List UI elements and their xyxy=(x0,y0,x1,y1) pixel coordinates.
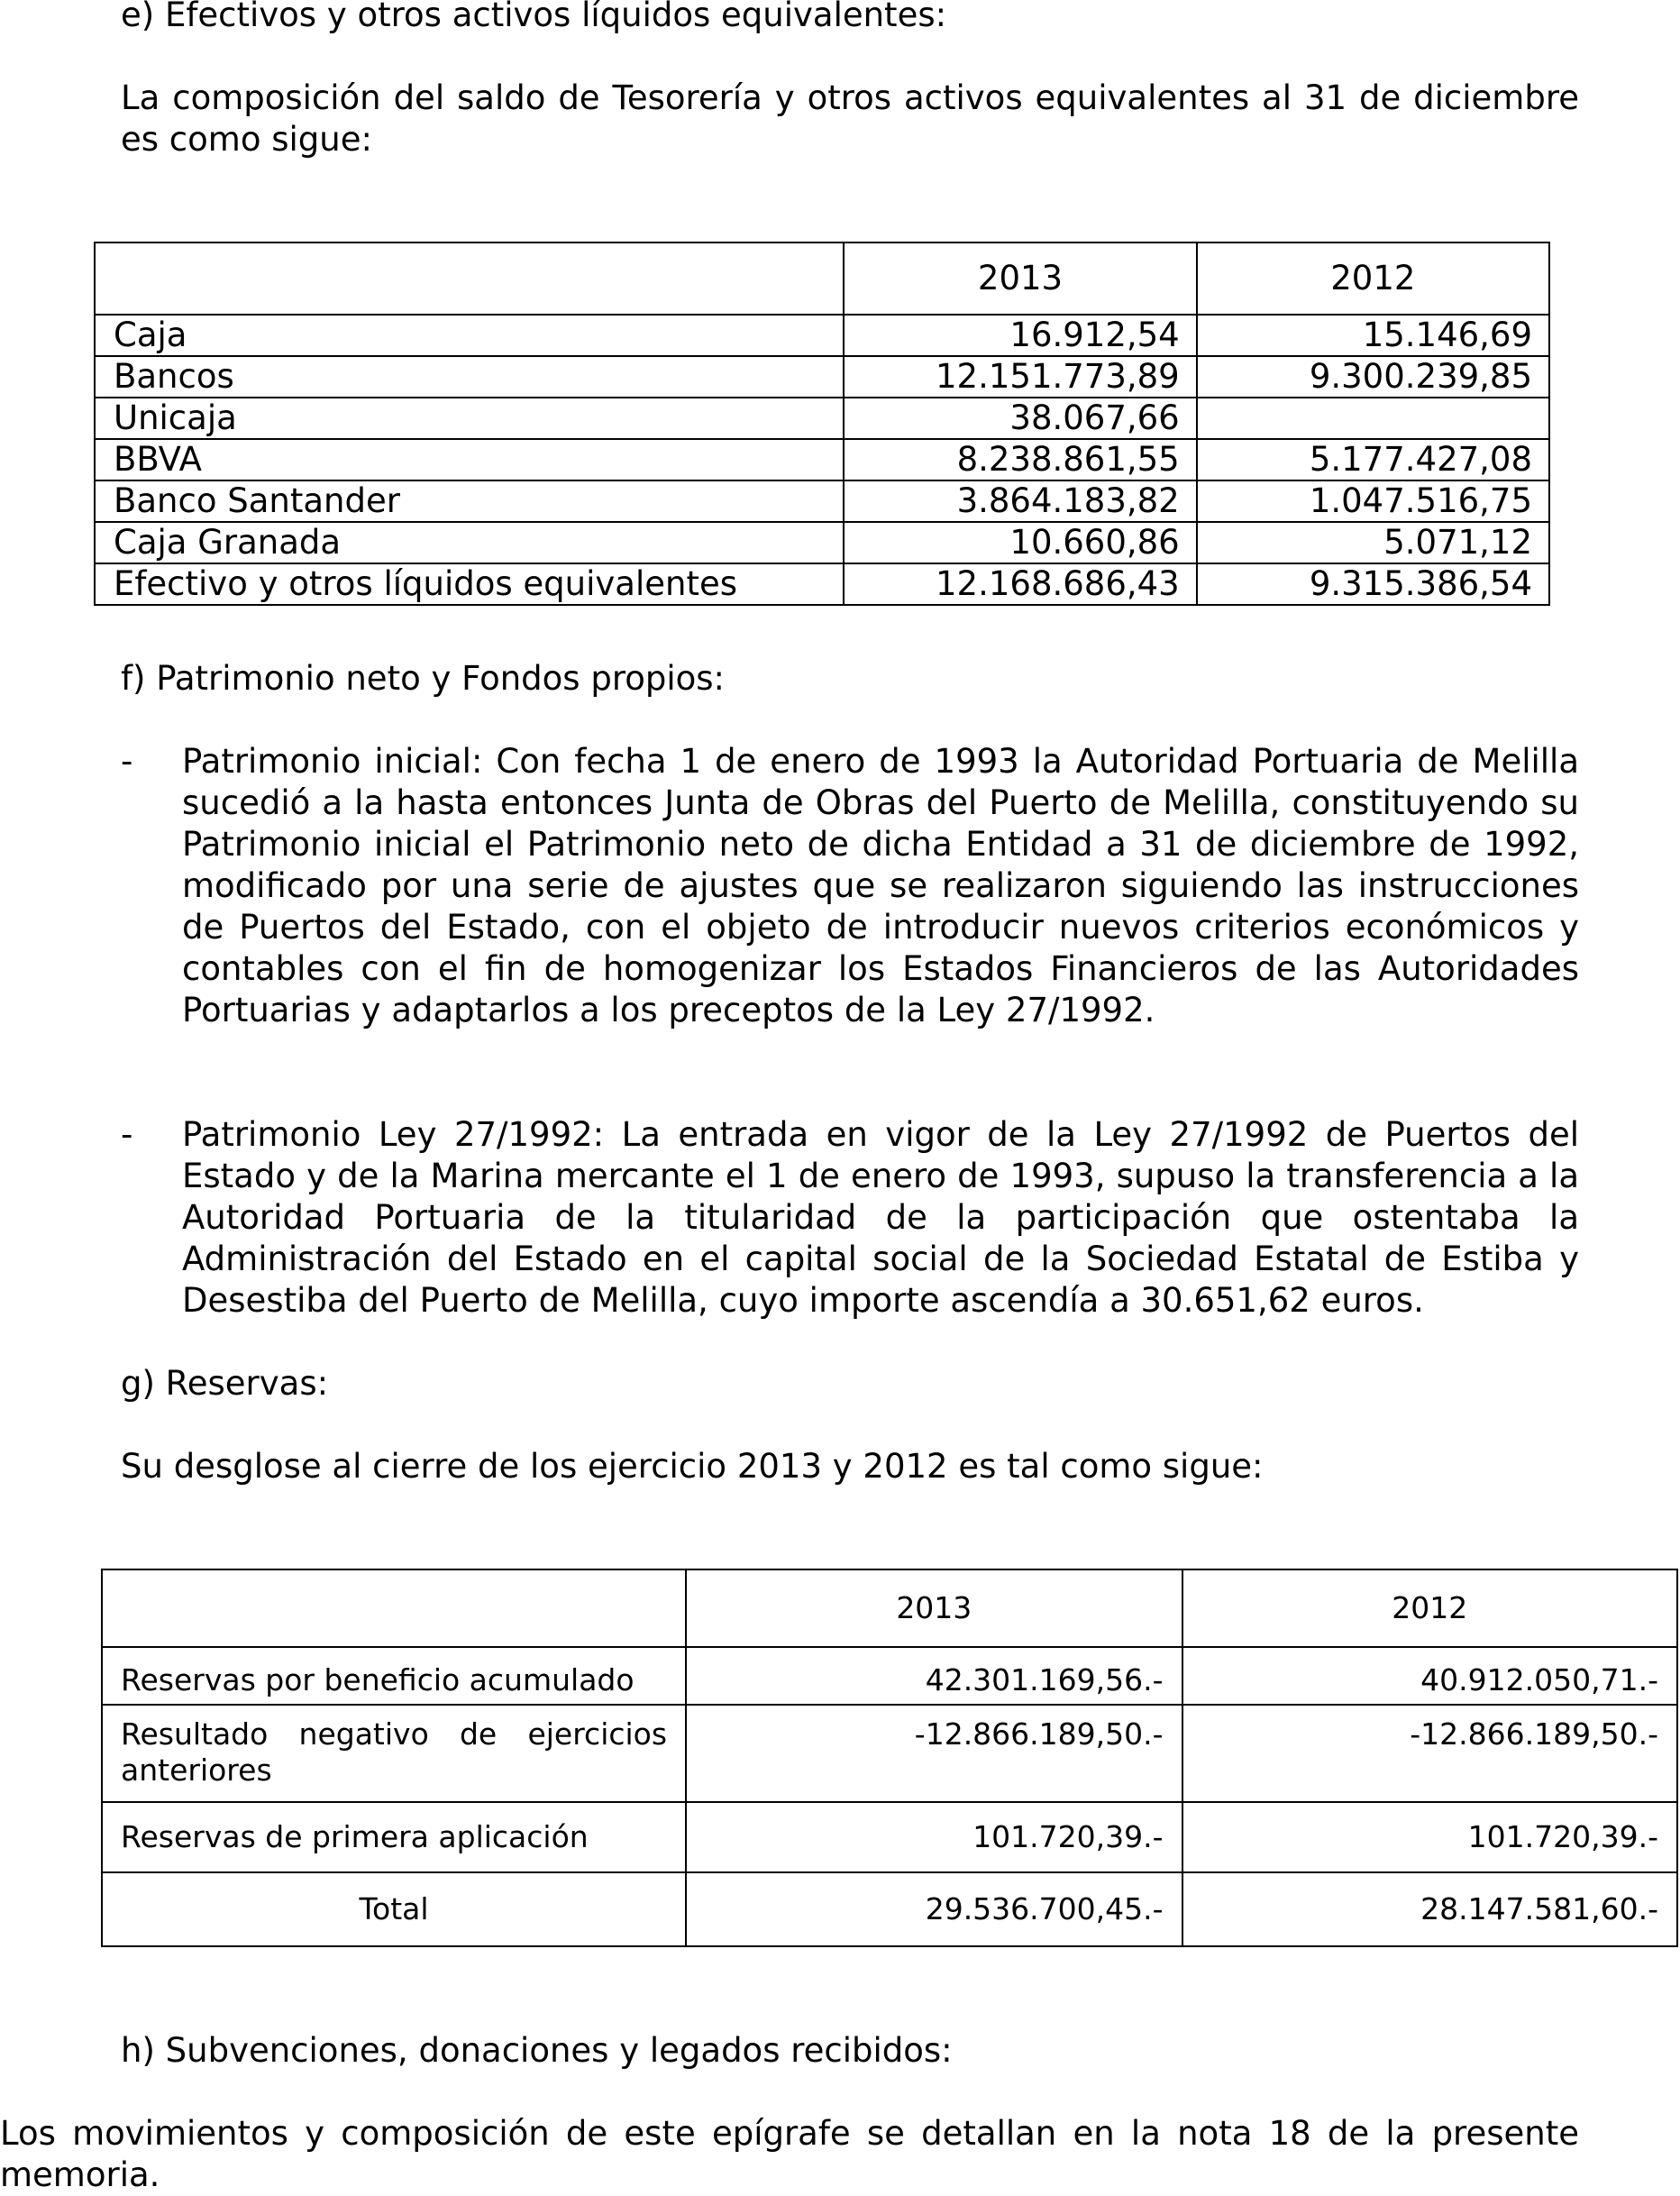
cash-row-label: Caja Granada xyxy=(95,522,844,563)
bullet-marker: - xyxy=(121,1115,133,1154)
table-row xyxy=(95,398,1549,439)
cash-row-2013: 16.912,54 xyxy=(844,315,1196,356)
intro-section-e: La composición del saldo de Tesorería y otros activos equivalentes al 31 de diciembre es como sigue: xyxy=(121,78,1579,159)
reserves-total-2012: 28.147.581,60.- xyxy=(1182,1872,1677,1946)
reserves-row-2013: 101.720,39.- xyxy=(686,1802,1182,1872)
reserves-total-2013: 29.536.700,45.- xyxy=(686,1872,1182,1946)
bullet-marker: - xyxy=(121,742,133,781)
reserves-row-label: Reservas por beneficio acumulado xyxy=(102,1647,686,1705)
reserves-table-header-row xyxy=(102,1569,1677,1647)
list-item: Patrimonio Ley 27/1992: La entrada en vigor de la Ley 27/1992 de Puertos del Estado y de la Marina mercante el 1 de enero de 1993, supuso la transferencia a la Autoridad Portuaria de la titularidad de la participación que ostentaba la Administración del Estado en el capital social de la Sociedad Estatal de Estiba y Desestiba del Puerto de Melilla, cuyo importe ascendía a 30.651,62 euros. xyxy=(182,1115,1579,1320)
reserves-row-2012: 101.720,39.- xyxy=(1182,1802,1677,1872)
intro-section-g: Su desglose al cierre de los ejercicio 2013 y 2012 es tal como sigue: xyxy=(121,1447,1264,1486)
cash-row-2013: 10.660,86 xyxy=(844,522,1196,563)
reserves-row-2012: -12.866.189,50.- xyxy=(1182,1705,1677,1802)
table-row xyxy=(95,563,1549,605)
table-row xyxy=(95,480,1549,522)
cash-row-label: Unicaja xyxy=(95,398,844,439)
cash-row-2013: 8.238.861,55 xyxy=(844,439,1196,480)
cash-row-2013: 38.067,66 xyxy=(844,398,1196,439)
heading-section-e: e) Efectivos y otros activos líquidos equivalentes: xyxy=(121,0,947,34)
cash-row-2012: 1.047.516,75 xyxy=(1197,480,1549,522)
reserves-total-row xyxy=(102,1872,1677,1946)
cash-row-2012: 15.146,69 xyxy=(1197,315,1549,356)
cash-row-2012 xyxy=(1197,398,1549,439)
cash-table-header-2013: 2013 xyxy=(844,242,1196,315)
cash-row-2012: 9.315.386,54 xyxy=(1197,563,1549,605)
reserves-row-2013: 42.301.169,56.- xyxy=(686,1647,1182,1705)
table-row xyxy=(102,1705,1677,1802)
cash-row-label: Bancos xyxy=(95,356,844,398)
reserves-table-header-label xyxy=(102,1569,686,1647)
cash-row-label: Banco Santander xyxy=(95,480,844,522)
reserves-table xyxy=(101,1569,1678,1947)
table-row xyxy=(102,1647,1677,1705)
reserves-row-label: Reservas de primera aplicación xyxy=(102,1802,686,1872)
reserves-table-header-2013: 2013 xyxy=(686,1569,1182,1647)
cash-row-2012: 5.071,12 xyxy=(1197,522,1549,563)
heading-section-g: g) Reservas: xyxy=(121,1364,329,1403)
list-item: Patrimonio inicial: Con fecha 1 de enero de 1993 la Autoridad Portuaria de Melilla sucedió a la hasta entonces Junta de Obras del Puerto de Melilla, constituyendo su Patrimonio inicial el Patrimonio neto de dicha Entidad a 31 de diciembre de 1992, modificado por una serie de ajustes que se realizaron siguiendo las instrucciones de Puertos del Estado, con el objeto de introducir nuevos criterios económicos y contables con el fin de homogenizar los Estados Financieros de las Autoridades Portuarias y adaptarlos a los preceptos de la Ley 27/1992. xyxy=(182,742,1579,1029)
cash-row-2012: 9.300.239,85 xyxy=(1197,356,1549,398)
reserves-row-label: Resultado negativo de ejercicios anteriores xyxy=(102,1705,686,1802)
cash-row-2013: 12.151.773,89 xyxy=(844,356,1196,398)
table-row xyxy=(95,439,1549,480)
cash-row-label: Caja xyxy=(95,315,844,356)
cash-row-label: Efectivo y otros líquidos equivalentes xyxy=(95,563,844,605)
heading-section-h: h) Subvenciones, donaciones y legados recibidos: xyxy=(121,2031,953,2070)
body-section-h: Los movimientos y composición de este epígrafe se detallan en la nota 18 de la presente memoria. xyxy=(0,2114,1579,2194)
cash-row-2012: 5.177.427,08 xyxy=(1197,439,1549,480)
cash-row-label: BBVA xyxy=(95,439,844,480)
cash-row-2013: 12.168.686,43 xyxy=(844,563,1196,605)
heading-section-f: f) Patrimonio neto y Fondos propios: xyxy=(121,659,726,698)
cash-table xyxy=(94,242,1550,606)
table-row xyxy=(95,356,1549,398)
cash-table-header-2012: 2012 xyxy=(1197,242,1549,315)
reserves-table-header-2012: 2012 xyxy=(1182,1569,1677,1647)
cash-table-header-label xyxy=(95,242,844,315)
cash-row-2013: 3.864.183,82 xyxy=(844,480,1196,522)
cash-table-header-row xyxy=(95,242,1549,315)
table-row xyxy=(95,522,1549,563)
reserves-total-label: Total xyxy=(102,1872,686,1946)
table-row xyxy=(102,1802,1677,1872)
reserves-row-2012: 40.912.050,71.- xyxy=(1182,1647,1677,1705)
reserves-row-2013: -12.866.189,50.- xyxy=(686,1705,1182,1802)
table-row xyxy=(95,315,1549,356)
